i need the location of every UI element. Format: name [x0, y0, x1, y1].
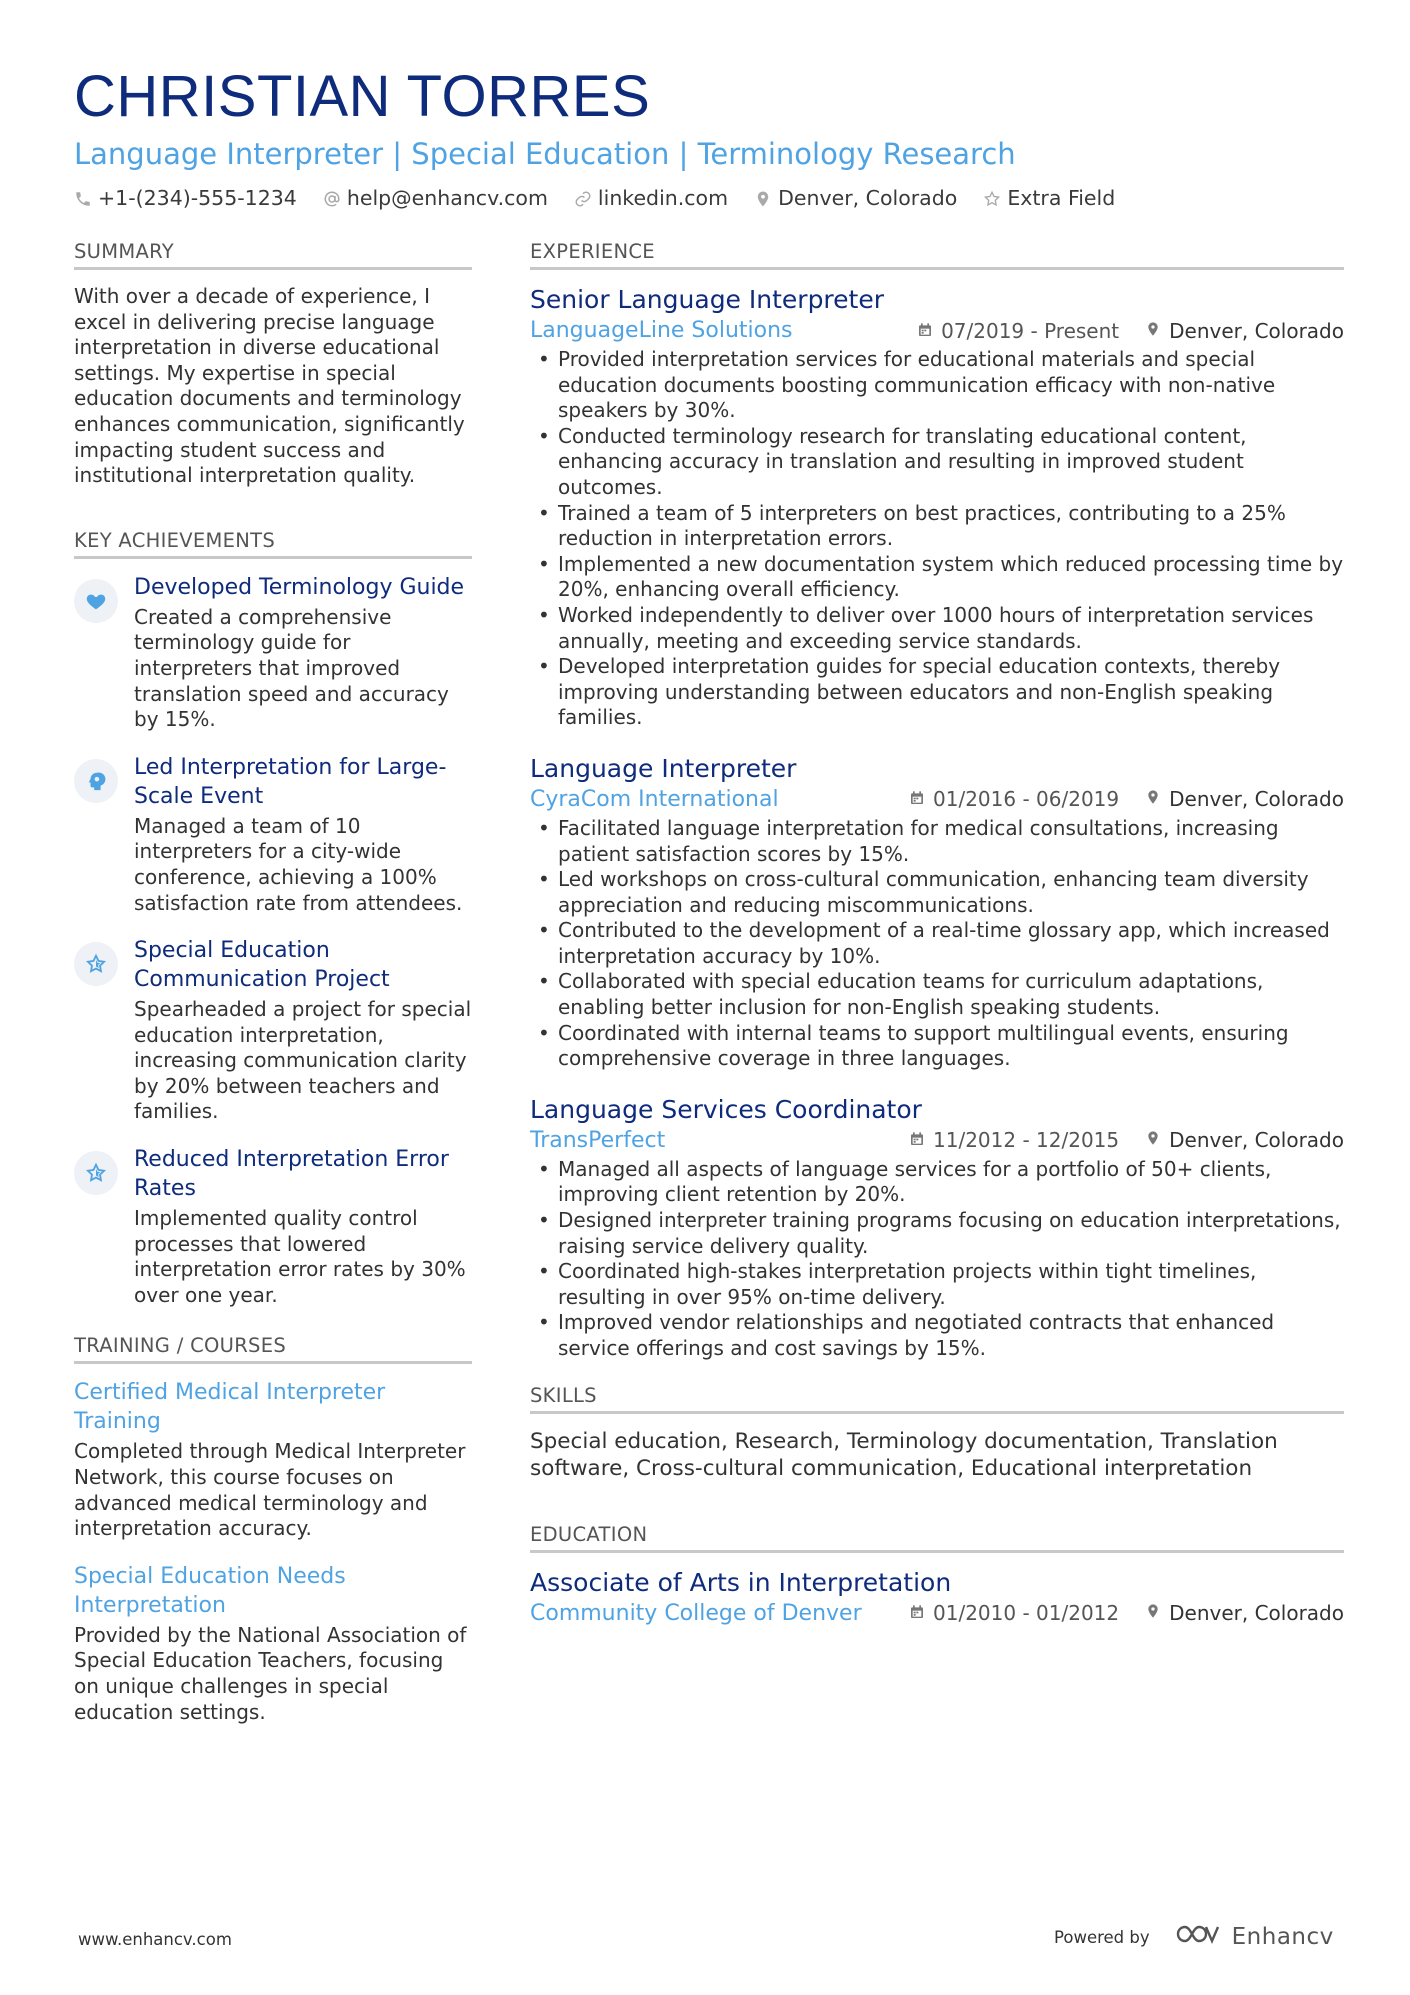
company-name: LanguageLine Solutions — [530, 318, 793, 343]
achievement-text: Managed a team of 10 interpreters for a city-wide conference, achieving a 100% satisfaction rate from attendees. — [134, 813, 463, 915]
contact-email[interactable] — [323, 186, 548, 210]
linkedin-text: linkedin.com — [597, 186, 729, 210]
star-outline-icon — [983, 189, 1001, 207]
summary-text: With over a decade of experience, I excel in delivering precise language interpretation in diverse educational settings. My expertise in special education documents and terminology enhances communication, significantly impacting student success and institutional interpretation quality. — [74, 284, 465, 488]
job-entry — [530, 1094, 1344, 1362]
headline: Language Interpreter | Special Education | Terminology Research — [74, 137, 1016, 171]
resume-header — [74, 64, 1344, 210]
bullet-item: • Trained a team of 5 interpreters on best practices, contributing to a 25% reduction in interpretation errors. — [530, 501, 1344, 552]
contact-location — [754, 186, 957, 210]
section-title: SKILLS — [530, 1384, 1344, 1414]
extra-text: Extra Field — [1007, 186, 1116, 210]
section-title: EXPERIENCE — [530, 240, 1344, 270]
location-pin-icon — [754, 189, 772, 207]
training-text: Completed through Medical Interpreter Network, this course focuses on advanced medical terminology and interpretation accuracy. — [74, 1439, 466, 1541]
right-column — [530, 240, 1344, 1626]
job-bullets — [530, 347, 1344, 731]
degree-title: Associate of Arts in Interpretation — [530, 1567, 952, 1597]
education-location: Denver, Colorado — [1169, 1601, 1344, 1626]
achievements-section — [74, 529, 472, 1309]
location-pin-icon — [1145, 1128, 1161, 1152]
training-title: Certified Medical Interpreter Training — [74, 1380, 386, 1435]
job-bullets — [530, 1157, 1344, 1362]
education-section — [530, 1523, 1344, 1626]
job-title: Language Interpreter — [530, 753, 797, 783]
job-title: Senior Language Interpreter — [530, 285, 885, 314]
at-icon — [323, 189, 341, 207]
bullet-item: • Conducted terminology research for translating educational content, enhancing accuracy in translation and resulting in improved student outcomes. — [530, 424, 1344, 501]
job-bullets — [530, 816, 1344, 1072]
heart-icon — [74, 579, 118, 623]
job-entry — [530, 753, 1344, 1072]
job-entry — [530, 284, 1344, 731]
job-location: Denver, Colorado — [1169, 787, 1344, 812]
location-text: Denver, Colorado — [778, 186, 958, 210]
skills-section — [530, 1384, 1344, 1483]
location-pin-icon — [1145, 787, 1161, 811]
calendar-icon — [909, 1601, 925, 1625]
training-text: Provided by the National Association of Special Education Teachers, focusing on unique challenges in special education settings. — [74, 1622, 467, 1724]
achievement-item — [74, 753, 472, 916]
section-title: SUMMARY — [74, 240, 472, 270]
bullet-item: • Developed interpretation guides for special education contexts, thereby improving understanding between educators and non-English speaking families. — [530, 654, 1344, 731]
company-name: TransPerfect — [530, 1127, 666, 1153]
section-title: EDUCATION — [530, 1523, 1344, 1553]
training-section — [74, 1334, 472, 1725]
bullet-item: • Facilitated language interpretation for medical consultations, increasing patient satisfaction scores by 15%. — [530, 816, 1344, 867]
job-location: Denver, Colorado — [1169, 1128, 1344, 1153]
bullet-item: • Improved vendor relationships and negotiated contracts that enhanced service offerings and cost savings by 15%. — [530, 1310, 1344, 1361]
bullet-item: • Provided interpretation services for educational materials and special education documents boosting communication efficacy with non-native speakers by 30%. — [530, 347, 1344, 424]
contact-extra — [983, 186, 1115, 210]
job-dates: 11/2012 - 12/2015 — [933, 1128, 1120, 1153]
footer-brand[interactable] — [1054, 1922, 1334, 1952]
head-icon — [74, 759, 118, 803]
training-item — [74, 1562, 472, 1725]
section-title: KEY ACHIEVEMENTS — [74, 529, 472, 559]
achievement-title: Developed Terminology Guide — [134, 574, 465, 600]
achievement-item — [74, 1145, 472, 1308]
job-location: Denver, Colorado — [1169, 318, 1344, 343]
achievement-title: Reduced Interpretation Error Rates — [134, 1147, 449, 1202]
contact-bar — [74, 186, 1344, 210]
phone-text: +1-(234)-555-1234 — [98, 186, 297, 210]
company-name: CyraCom International — [530, 786, 779, 812]
candidate-name: CHRISTIAN TORRES — [74, 64, 651, 129]
star-icon — [74, 1151, 118, 1195]
bullet-item: • Managed all aspects of language services for a portfolio of 50+ clients, improving client retention by 20%. — [530, 1157, 1344, 1208]
link-icon — [574, 189, 592, 207]
training-item — [74, 1378, 472, 1541]
phone-icon — [74, 189, 92, 207]
bullet-item: • Designed interpreter training programs focusing on education interpretations, raising service delivery quality. — [530, 1208, 1344, 1259]
training-title: Special Education Needs Interpretation — [74, 1563, 346, 1618]
email-text: help@enhancv.com — [346, 186, 548, 210]
achievement-title: Led Interpretation for Large-Scale Event — [134, 754, 447, 809]
left-column — [74, 240, 472, 1745]
bullet-item: • Implemented a new documentation system which reduced processing time by 20%, enhancing overall efficiency. — [530, 552, 1344, 603]
achievement-text: Spearheaded a project for special education interpretation, increasing communication clarity by 20% between teachers and families. — [134, 997, 472, 1124]
location-pin-icon — [1145, 1601, 1161, 1625]
brand-name: Enhancv — [1231, 1924, 1334, 1950]
footer-website[interactable]: www.enhancv.com — [78, 1930, 232, 1949]
location-pin-icon — [1145, 319, 1161, 343]
enhancv-logo-icon — [1174, 1922, 1222, 1952]
job-title: Language Services Coordinator — [530, 1094, 922, 1124]
achievement-title: Special Education Communication Project — [134, 938, 390, 993]
skills-text: Special education, Research, Terminology documentation, Translation software, Cross-cultural communication, Educational interpretation — [530, 1428, 1278, 1482]
achievement-text: Implemented quality control processes that lowered interpretation error rates by 30% over one year. — [134, 1206, 466, 1307]
experience-section — [530, 240, 1344, 1362]
section-title: TRAINING / COURSES — [74, 1334, 472, 1364]
star-icon — [74, 942, 118, 986]
education-dates: 01/2010 - 01/2012 — [933, 1601, 1120, 1626]
bullet-item: • Contributed to the development of a real-time glossary app, which increased interpretation accuracy by 10%. — [530, 918, 1344, 969]
school-name: Community College of Denver — [530, 1600, 862, 1626]
powered-by-text: Powered by — [1054, 1927, 1150, 1947]
summary-section — [74, 240, 472, 489]
achievement-item — [74, 936, 472, 1125]
calendar-icon — [909, 1128, 925, 1152]
job-dates: 07/2019 - Present — [941, 318, 1120, 343]
job-dates: 01/2016 - 06/2019 — [933, 787, 1120, 812]
contact-phone[interactable] — [74, 186, 297, 210]
achievement-text: Created a comprehensive terminology guide for interpreters that improved translation speed and accuracy by 15%. — [134, 604, 449, 732]
calendar-icon — [909, 787, 925, 811]
contact-linkedin[interactable] — [574, 186, 728, 210]
bullet-item: • Worked independently to deliver over 1000 hours of interpretation services annually, meeting and exceeding service standards. — [530, 603, 1344, 654]
calendar-icon — [917, 319, 933, 343]
bullet-item: • Led workshops on cross-cultural communication, enhancing team diversity appreciation and reducing miscommunications. — [530, 867, 1344, 918]
bullet-item: • Collaborated with special education teams for curriculum adaptations, enabling better inclusion for non-English speaking students. — [530, 969, 1344, 1020]
bullet-item: • Coordinated high-stakes interpretation projects within tight timelines, resulting in over 95% on-time delivery. — [530, 1259, 1344, 1310]
achievement-item — [74, 573, 472, 733]
bullet-item: • Coordinated with internal teams to support multilingual events, ensuring comprehensive coverage in three languages. — [530, 1021, 1344, 1072]
